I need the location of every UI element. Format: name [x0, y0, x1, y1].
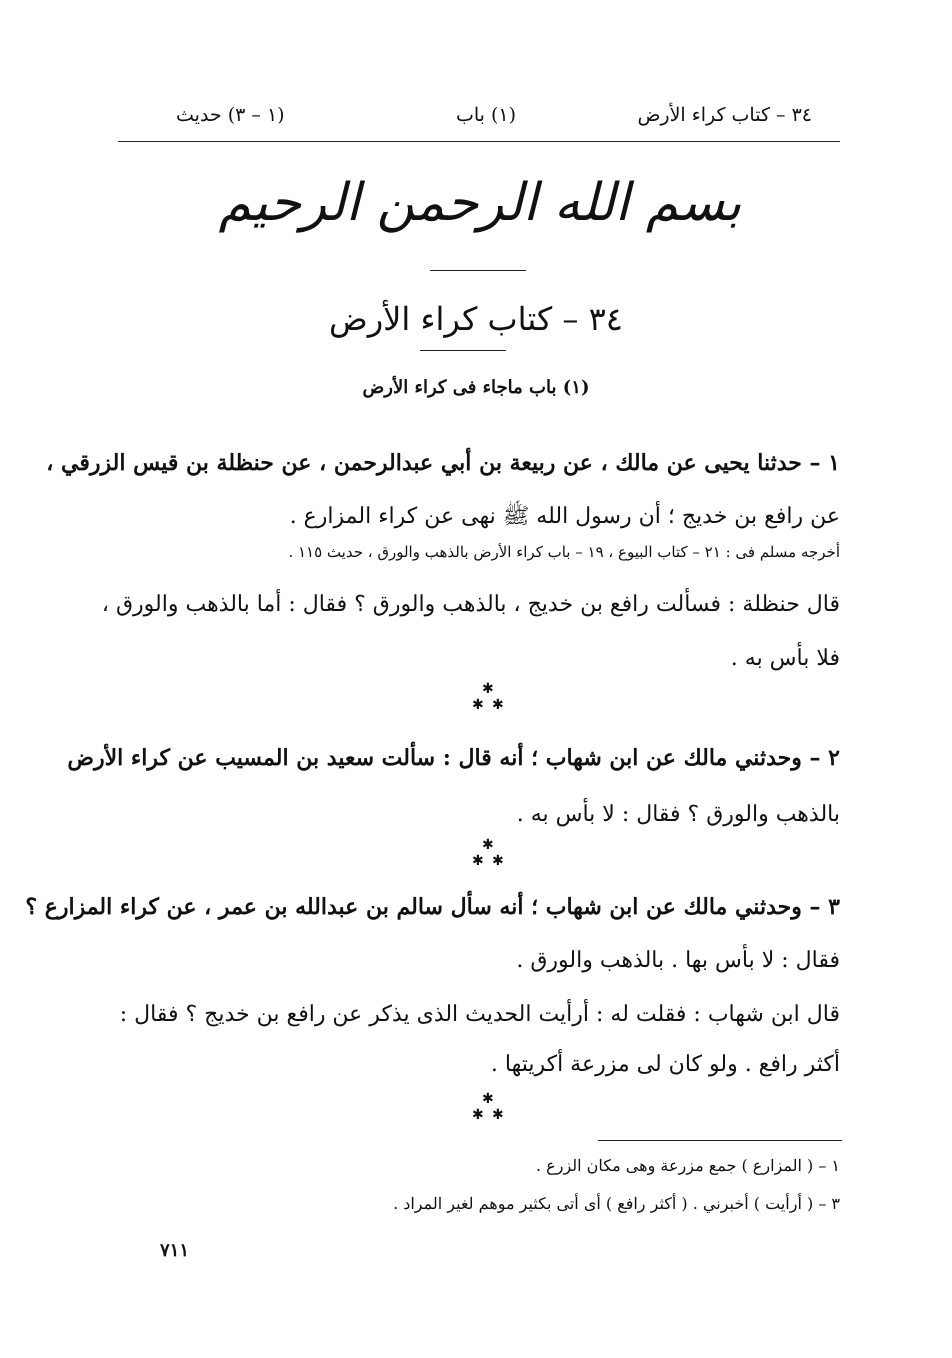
- star-icon: ✱: [492, 1107, 504, 1123]
- separator-stars: [460, 682, 520, 722]
- star-icon: ✱: [472, 697, 484, 713]
- hadith-2-line-1: ٢ – وحدثني مالك عن ابن شهاب ؛ أنه قال : سألت سعيد بن المسيب عن كراء الأرض: [67, 745, 840, 771]
- star-icon: ✱: [472, 1107, 484, 1123]
- footnote-3: ٣ – ( أرأيت ) أخبرني . ( أكثر رافع ) أى أتى بكثير موهم لغير المراد .: [393, 1194, 840, 1213]
- footnote-1: ١ – ( المزارع ) جمع مزرعة وهى مكان الزرع .: [536, 1156, 840, 1175]
- chapter-title: (١) باب ماجاء فى كراء الأرض: [362, 377, 590, 398]
- running-header-chapter: (١) باب: [456, 104, 517, 126]
- hadith-1-source: أخرجه مسلم فى : ٢١ – كتاب البيوع ، ١٩ – باب كراء الأرض بالذهب والورق ، حديث ١١٥ .: [288, 543, 840, 561]
- hadith-1-line-2: عن رافع بن خديج ؛ أن رسول الله ﷺ نهى عن كراء المزارع .: [289, 504, 840, 529]
- star-icon: ✱: [482, 1091, 494, 1107]
- header-rule: [118, 141, 840, 142]
- hadith-3-line-2: فقال : لا بأس بها . بالذهب والورق .: [516, 948, 840, 973]
- hadith-1-extra-line-2: فلا بأس به .: [730, 646, 840, 671]
- hadith-1-extra-line-1: قال حنظلة : فسألت رافع بن خديج ، بالذهب والورق ؟ فقال : أما بالذهب والورق ،: [101, 592, 840, 617]
- footnote-rule: [598, 1140, 842, 1141]
- hadith-3-extra-line-1: قال ابن شهاب : فقلت له : أرأيت الحديث الذى يذكر عن رافع بن خديج ؟ فقال :: [119, 1002, 840, 1027]
- star-icon: ✱: [472, 853, 484, 869]
- star-icon: ✱: [482, 837, 494, 853]
- book-title: ٣٤ – كتاب كراء الأرض: [329, 300, 623, 338]
- separator-stars: [460, 1092, 520, 1132]
- page-number: ٧١١: [160, 1240, 190, 1261]
- running-header-hadith-range: (١ – ٣) حديث: [176, 104, 285, 126]
- basmala-divider: [430, 270, 526, 271]
- basmala: بسم الله الرحمن الرحيم: [218, 173, 742, 233]
- hadith-3-extra-line-2: أكثر رافع . ولو كان لى مزرعة أكريتها .: [490, 1052, 840, 1077]
- title-divider: [420, 350, 506, 351]
- star-icon: ✱: [492, 697, 504, 713]
- separator-stars: [460, 838, 520, 878]
- star-icon: ✱: [482, 681, 494, 697]
- hadith-1-line-1: ١ – حدثنا يحيى عن مالك ، عن ربيعة بن أبي عبدالرحمن ، عن حنظلة بن قيس الزرقي ،: [46, 450, 840, 476]
- star-icon: ✱: [492, 853, 504, 869]
- hadith-2-line-2: بالذهب والورق ؟ فقال : لا بأس به .: [516, 802, 840, 827]
- running-header-book: ٣٤ – كتاب كراء الأرض: [637, 104, 812, 126]
- hadith-3-line-1: ٣ – وحدثني مالك عن ابن شهاب ؛ أنه سأل سالم بن عبدالله بن عمر ، عن كراء المزارع ؟: [25, 894, 840, 920]
